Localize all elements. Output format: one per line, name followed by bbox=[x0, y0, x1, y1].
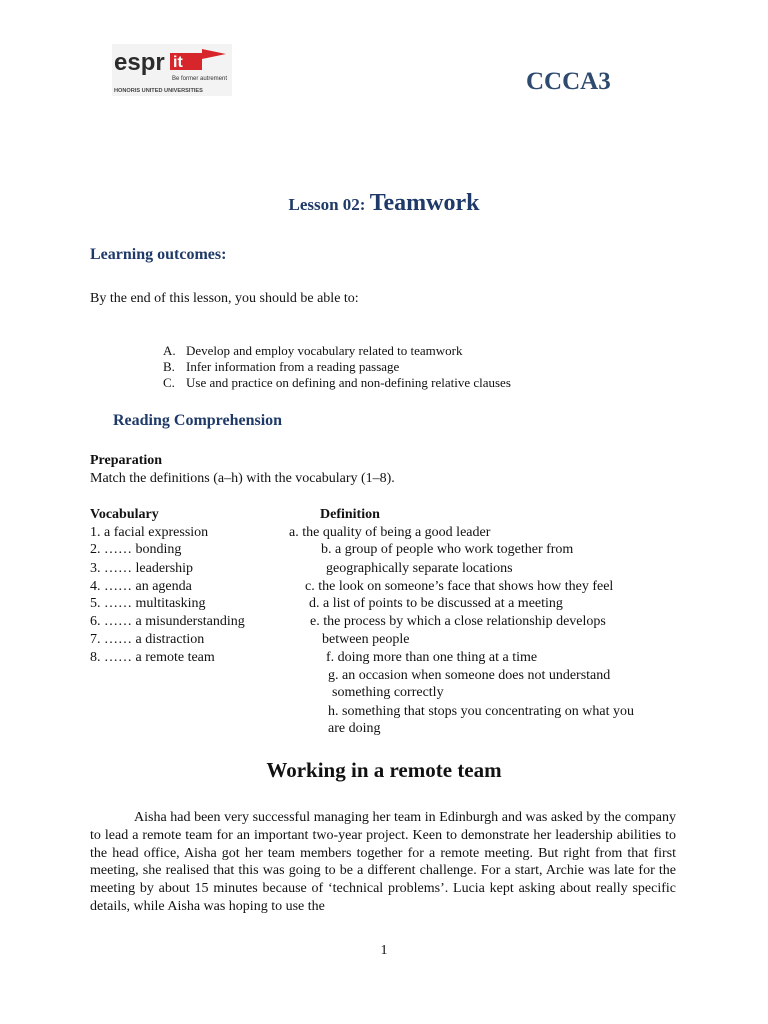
outcome-letter: C. bbox=[163, 375, 175, 390]
definition-heading: Definition bbox=[320, 507, 380, 522]
vocab-item: 1. a facial expression bbox=[90, 525, 209, 540]
definition-item: a. the quality of being a good leader bbox=[289, 525, 491, 540]
preparation-heading: Preparation bbox=[90, 453, 163, 468]
vocab-item: 4. …… an agenda bbox=[90, 579, 192, 594]
vocabulary-heading: Vocabulary bbox=[90, 507, 159, 522]
vocab-item: 2. …… bonding bbox=[90, 542, 182, 557]
definition-item: e. the process by which a close relationship develops bbox=[310, 614, 606, 629]
esprit-logo bbox=[112, 44, 232, 96]
outcome-text: Infer information from a reading passage bbox=[186, 359, 400, 374]
definition-item: g. an occasion when someone does not understand bbox=[328, 668, 611, 683]
vocab-item: 6. …… a misunderstanding bbox=[90, 614, 245, 629]
outcome-text: Use and practice on defining and non-defining relative clauses bbox=[186, 375, 511, 390]
page-number: 1 bbox=[380, 943, 388, 958]
reading-comprehension-heading: Reading Comprehension bbox=[113, 412, 283, 429]
lesson-title bbox=[0, 190, 768, 217]
definition-item-continued: geographically separate locations bbox=[326, 561, 513, 576]
definition-item: h. something that stops you concentrating on what you bbox=[328, 704, 635, 719]
lesson-prefix: Lesson 02: bbox=[288, 195, 370, 214]
outcome-letter: A. bbox=[163, 343, 176, 358]
esprit-logo-graphic bbox=[112, 44, 232, 96]
outcomes-intro: By the end of this lesson, you should be able to: bbox=[90, 291, 359, 306]
vocab-item: 3. …… leadership bbox=[90, 561, 194, 576]
definition-item: d. a list of points to be discussed at a meeting bbox=[309, 596, 563, 611]
definition-item: f. doing more than one thing at a time bbox=[326, 650, 538, 665]
outcomes-list bbox=[163, 343, 511, 391]
definition-item: c. the look on someone’s face that shows how they feel bbox=[305, 579, 614, 594]
article-paragraph bbox=[90, 809, 676, 916]
vocab-item: 7. …… a distraction bbox=[90, 632, 205, 647]
list-item bbox=[163, 375, 511, 391]
logo-sub: HONORIS UNITED UNIVERSITIES bbox=[114, 88, 203, 94]
outcome-letter: B. bbox=[163, 359, 175, 374]
definition-item-continued: between people bbox=[322, 632, 410, 647]
list-item bbox=[163, 343, 511, 359]
article-paragraph-text: Aisha had been very successful managing her team in Edinburgh and was asked by the company to lead a remote team for an important two-year project. Keen to demonstrate her leadership abilities to the head office, Aisha got her team members together for a remote meeting. But right from that first meeting, she realised that this was going to be a different challenge. For a start, Archie was late for the meeting by about 15 minutes because of ‘technical problems’. Lucia kept asking about really specific details, while Aisha was hoping to use the bbox=[90, 810, 676, 914]
logo-text-it: it bbox=[173, 54, 183, 71]
vocab-item: 8. …… a remote team bbox=[90, 650, 215, 665]
logo-text-main: espr bbox=[114, 49, 165, 76]
course-code: CCCA3 bbox=[526, 68, 611, 95]
learning-outcomes-heading: Learning outcomes: bbox=[90, 246, 227, 263]
article-title: Working in a remote team bbox=[266, 758, 502, 782]
definition-item-continued: something correctly bbox=[332, 685, 444, 700]
definition-item-continued: are doing bbox=[328, 721, 381, 736]
definition-item: b. a group of people who work together from bbox=[321, 542, 574, 557]
outcome-text: Develop and employ vocabulary related to teamwork bbox=[186, 343, 463, 358]
logo-tagline: Be former autrement bbox=[172, 76, 228, 82]
lesson-name: Teamwork bbox=[369, 190, 480, 216]
preparation-instructions: Match the definitions (a–h) with the vocabulary (1–8). bbox=[90, 471, 395, 486]
list-item bbox=[163, 359, 511, 375]
vocab-item: 5. …… multitasking bbox=[90, 596, 206, 611]
